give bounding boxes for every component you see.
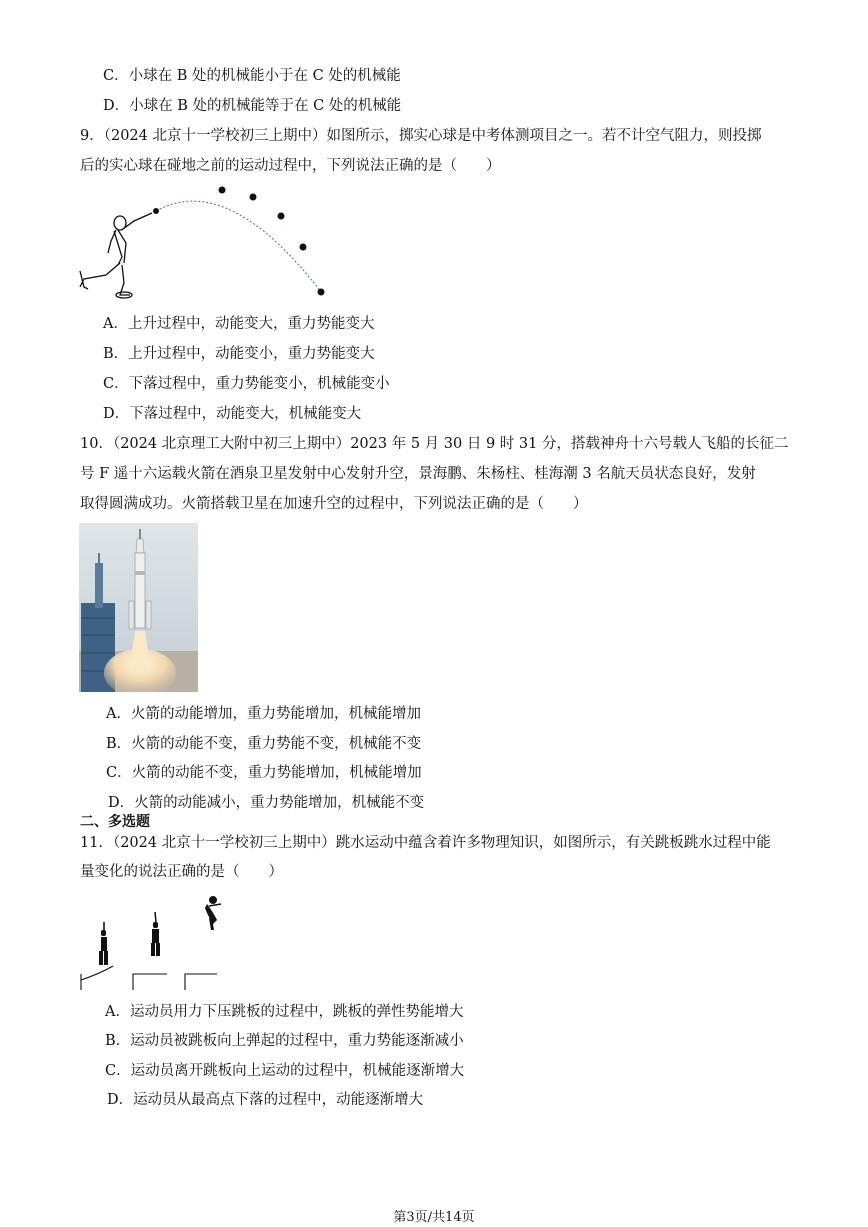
q9-option-d: D．下落过程中，动能变大，机械能变大 xyxy=(103,406,362,422)
q11-option-d: D．运动员从最高点下落的过程中，动能逐渐增大 xyxy=(107,1092,424,1108)
springboard-bent xyxy=(81,966,113,980)
q10-option-c: C．火箭的动能不变，重力势能增加，机械能增加 xyxy=(106,765,422,781)
q8-option-c: C．小球在 B 处的机械能小于在 C 处的机械能 xyxy=(103,68,401,84)
q8-option-d: D．小球在 B 处的机械能等于在 C 处的机械能 xyxy=(103,98,402,114)
springboard xyxy=(133,974,167,990)
q9-option-a: A．上升过程中，动能变大，重力势能变大 xyxy=(103,316,375,332)
ball-point xyxy=(318,289,325,296)
thrower-figure xyxy=(80,213,152,298)
ball-point xyxy=(300,244,307,251)
q11-stem-line2: 量变化的说法正确的是（ ） xyxy=(80,864,283,880)
q10-option-d: D．火箭的动能减小，重力势能增加，机械能不变 xyxy=(108,795,425,811)
q11-option-b: B．运动员被跳板向上弹起的过程中，重力势能逐渐减小 xyxy=(105,1033,464,1049)
springboard xyxy=(185,974,217,990)
ball-point xyxy=(153,208,159,214)
q10-stem-line2: 号 F 遥十六运载火箭在酒泉卫星发射中心发射升空，景海鹏、朱杨柱、桂海潮 3 名航天员状态良好，发射 xyxy=(80,466,756,482)
q10-stem-line3: 取得圆满成功。火箭搭载卫星在加速升空的过程中，下列说法正确的是（ ） xyxy=(80,496,588,512)
rocket-launch-photo xyxy=(79,523,198,692)
q9-stem-line1: 9．（2024 北京十一学校初三上期中）如图所示，掷实心球是中考体测项目之一。若不计空气阻力，则投掷 xyxy=(80,128,762,144)
q11-option-c: C．运动员离开跳板向上运动的过程中，机械能逐渐增大 xyxy=(105,1063,465,1079)
q11-option-a: A．运动员用力下压跳板的过程中，跳板的弹性势能增大 xyxy=(105,1004,464,1020)
q9-option-c: C．下落过程中，重力势能变小，机械能变小 xyxy=(103,376,390,392)
q10-stem-line1: 10．（2024 北京理工大附中初三上期中）2023 年 5 月 30 日 9 时 31 分，搭载神舟十六号载人飞船的长征二 xyxy=(80,436,789,452)
ball-point xyxy=(219,187,226,194)
diver-figure xyxy=(205,896,221,930)
q11-stem-line1: 11．（2024 北京十一学校初三上期中）跳水运动中蕴含着许多物理知识，如图所示，有关跳板跳水过程中能 xyxy=(80,835,771,851)
ball-trajectory xyxy=(156,201,322,293)
q10-option-b: B．火箭的动能不变，重力势能不变，机械能不变 xyxy=(106,736,422,752)
diver-figure xyxy=(151,912,160,956)
diver-figure xyxy=(99,922,108,965)
diving-figure xyxy=(79,890,224,993)
ball-point xyxy=(278,213,285,220)
q10-option-a: A．火箭的动能增加，重力势能增加，机械能增加 xyxy=(106,706,421,722)
page-footer: 第3页/共14页 xyxy=(393,1210,475,1225)
shot-put-figure xyxy=(78,183,338,308)
q9-stem-line2: 后的实心球在碰地之前的运动过程中，下列说法正确的是（ ） xyxy=(80,158,501,174)
section-heading: 二、多选题 xyxy=(80,814,150,830)
ball-point xyxy=(250,194,257,201)
q9-option-b: B．上升过程中，动能变小，重力势能变大 xyxy=(103,346,375,362)
